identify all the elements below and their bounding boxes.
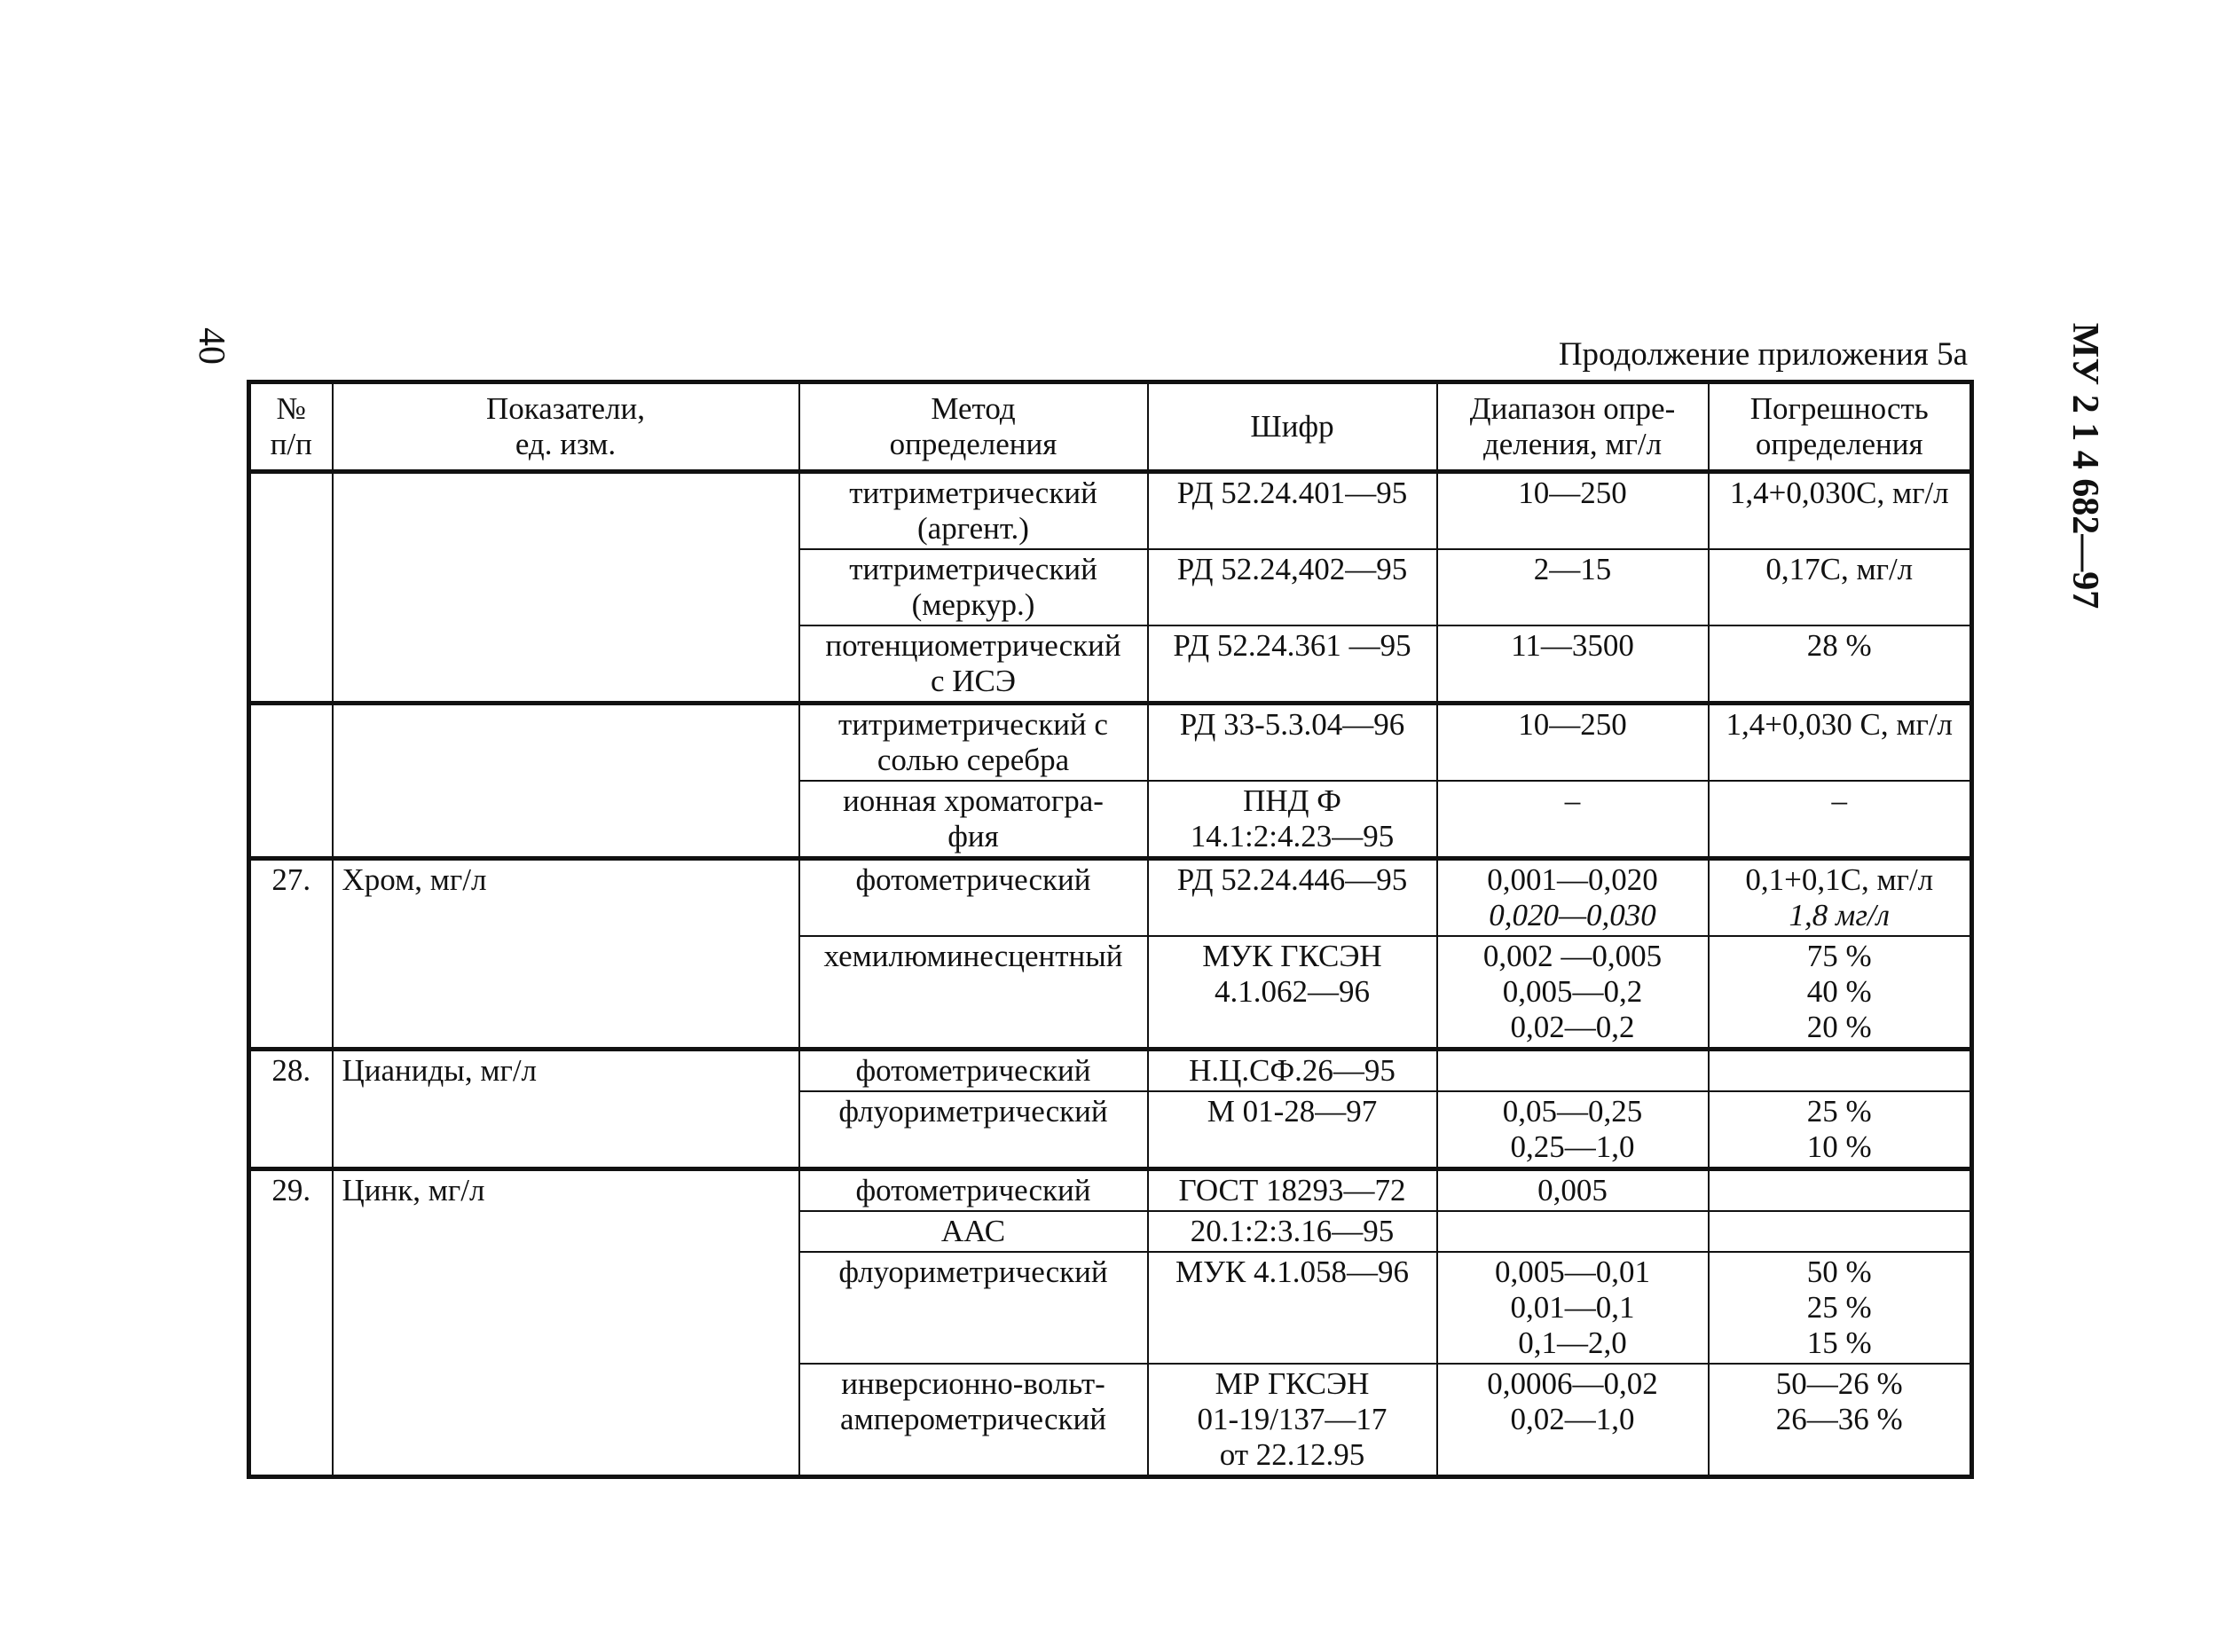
code-cell: [1148, 704, 1437, 782]
cell-line: ГОСТ 18293—72: [1178, 1173, 1406, 1208]
table-row: [249, 472, 1972, 550]
cell-line: фотометрический: [855, 1173, 1091, 1208]
cell-line: титриметрический с: [838, 707, 1108, 742]
range-cell: [1437, 625, 1709, 704]
code-cell: [1148, 1091, 1437, 1169]
range-cell: [1437, 1050, 1709, 1092]
method-cell: [799, 859, 1148, 937]
range-cell: [1437, 704, 1709, 782]
cell-line: 75 %: [1806, 939, 1872, 973]
cell-line: 10—250: [1518, 476, 1627, 510]
range-cell: [1437, 549, 1709, 625]
cell-line: 10—250: [1518, 707, 1627, 742]
cell-line: №: [276, 391, 306, 426]
range-cell: [1437, 859, 1709, 937]
cell-line: фотометрический: [855, 1053, 1091, 1088]
cell-line: РД 33-5.3.04—96: [1179, 707, 1405, 742]
error-cell: [1709, 1091, 1972, 1169]
code-cell: [1148, 1211, 1437, 1252]
cell-line: потенциометрический: [825, 628, 1121, 663]
code-cell: [1148, 625, 1437, 704]
cell-line: фотометрический: [855, 862, 1091, 897]
cell-line: 0,02—0,2: [1510, 1010, 1635, 1044]
cell-line: М 01-28—97: [1207, 1094, 1378, 1129]
cell-line: 01-19/137—17: [1197, 1402, 1388, 1436]
header-indicator: [333, 382, 799, 472]
table-row: [249, 859, 1972, 937]
cell-line: 0,005—0,2: [1502, 974, 1643, 1009]
range-cell: [1437, 1211, 1709, 1252]
error-cell: [1709, 1169, 1972, 1212]
cell-line: Метод: [931, 391, 1016, 426]
table-body: [249, 472, 1972, 1477]
error-cell: [1709, 1211, 1972, 1252]
cell-line: 2—15: [1533, 552, 1612, 586]
cell-line: 50 %: [1806, 1255, 1872, 1289]
cell-line: 14.1:2:4.23—95: [1190, 819, 1395, 854]
cell-line: РД 52.24.446—95: [1176, 862, 1408, 897]
document-code: МУ 2 1 4 682—97: [2064, 322, 2105, 610]
method-cell: [799, 1211, 1148, 1252]
range-value: 0,001—0,020: [1487, 862, 1658, 897]
cell-line: 25 %: [1806, 1290, 1872, 1325]
method-cell: [799, 781, 1148, 859]
header-method: [799, 382, 1148, 472]
cell-line: 0,25—1,0: [1510, 1129, 1635, 1164]
cell-line: Погрешность: [1749, 391, 1929, 426]
code-cell: [1148, 781, 1437, 859]
cell-line: ионная хроматогра-: [843, 783, 1104, 818]
cell-line: титриметрический: [849, 476, 1097, 510]
cell-line: 11—3500: [1511, 628, 1634, 663]
code-cell: [1148, 859, 1437, 937]
cell-line: фия: [947, 819, 999, 854]
range-cell: [1437, 472, 1709, 550]
method-cell: [799, 1050, 1148, 1092]
cell-line: 0,1—2,0: [1518, 1326, 1627, 1360]
cell-line: 0,05—0,25: [1502, 1094, 1643, 1129]
range-cell: [1437, 936, 1709, 1050]
cell-line: инверсионно-вольт-: [841, 1366, 1105, 1401]
code-cell: [1148, 1364, 1437, 1477]
cell-line: РД 52.24.401—95: [1176, 476, 1408, 510]
cell-line: 20.1:2:3.16—95: [1190, 1214, 1395, 1248]
cell-line: определения: [889, 427, 1057, 461]
cell-line: 50—26 %: [1775, 1366, 1903, 1401]
cell-line: МР ГКСЭН: [1215, 1366, 1370, 1401]
cell-line: от 22.12.95: [1219, 1437, 1365, 1472]
cell-line: амперометрический: [840, 1402, 1106, 1436]
cell-line: деления, мг/л: [1482, 427, 1663, 461]
code-cell: [1148, 936, 1437, 1050]
cell-line: Шифр: [1250, 409, 1334, 444]
cell-line: (аргент.): [917, 511, 1029, 546]
method-cell: [799, 936, 1148, 1050]
method-cell: [799, 1091, 1148, 1169]
row-indicator: [333, 472, 799, 704]
code-cell: [1148, 472, 1437, 550]
row-indicator: [333, 704, 799, 859]
error-cell: [1709, 1364, 1972, 1477]
cell-line: 0,02—1,0: [1510, 1402, 1635, 1436]
table-row: [249, 1050, 1972, 1092]
row-number: 29.: [249, 1169, 333, 1477]
cell-line: МУК 4.1.058—96: [1175, 1255, 1409, 1289]
code-cell: [1148, 1169, 1437, 1212]
cell-line: 0,002 —0,005: [1482, 939, 1663, 973]
cell-line: с ИСЭ: [930, 664, 1016, 698]
code-cell: [1148, 1050, 1437, 1092]
cell-line: ед. изм.: [515, 427, 617, 461]
header-row: [249, 382, 1972, 472]
cell-line: 0,005—0,01: [1495, 1255, 1650, 1289]
error-cell: [1709, 704, 1972, 782]
cell-line: 0,0006—0,02: [1487, 1366, 1658, 1401]
cell-line: флуориметрический: [838, 1255, 1108, 1289]
cell-line: 0,01—0,1: [1510, 1290, 1635, 1325]
method-cell: [799, 625, 1148, 704]
code-cell: [1148, 549, 1437, 625]
error-cell: [1709, 781, 1972, 859]
row-number: 27.: [249, 859, 333, 1050]
cell-line: Н.Ц.СФ.26—95: [1189, 1053, 1396, 1088]
cell-line: 0,005: [1537, 1173, 1608, 1208]
code-cell: [1148, 1252, 1437, 1364]
continuation-caption: Продолжение приложения 5а: [1558, 336, 1968, 373]
row-indicator: Хром, мг/л: [333, 859, 799, 1050]
error-value-handwritten: 1,8 мг/л: [1789, 898, 1890, 932]
error-cell: [1709, 859, 1972, 937]
cell-line: 25 %: [1806, 1094, 1872, 1129]
cell-line: –: [1564, 783, 1581, 818]
row-indicator: Цианиды, мг/л: [333, 1050, 799, 1169]
cell-line: (меркур.): [911, 587, 1035, 622]
table-row: [249, 1169, 1972, 1212]
method-cell: [799, 549, 1148, 625]
cell-line: ААС: [940, 1214, 1006, 1248]
error-cell: [1709, 472, 1972, 550]
error-cell: [1709, 549, 1972, 625]
cell-line: хемилюминесцентный: [823, 939, 1123, 973]
row-number: [249, 704, 333, 859]
cell-line: Диапазон опре-: [1469, 391, 1676, 426]
header-code: [1148, 382, 1437, 472]
cell-line: 26—36 %: [1775, 1402, 1903, 1436]
error-cell: [1709, 936, 1972, 1050]
range-cell: [1437, 1364, 1709, 1477]
error-cell: [1709, 625, 1972, 704]
method-cell: [799, 472, 1148, 550]
cell-line: ПНД Ф: [1243, 783, 1341, 818]
cell-line: 20 %: [1806, 1010, 1872, 1044]
page-number: 40: [191, 327, 232, 365]
header-range: [1437, 382, 1709, 472]
method-cell: [799, 1169, 1148, 1212]
range-cell: [1437, 1169, 1709, 1212]
appendix-table-container: [247, 380, 1969, 1479]
range-value-handwritten: 0,020—0,030: [1489, 898, 1656, 932]
cell-line: 40 %: [1806, 974, 1872, 1009]
row-number: 28.: [249, 1050, 333, 1169]
cell-line: РД 52.24,402—95: [1176, 552, 1408, 586]
cell-line: РД 52.24.361 —95: [1173, 628, 1411, 663]
error-value: 0,1+0,1С, мг/л: [1745, 862, 1934, 897]
cell-line: титриметрический: [849, 552, 1097, 586]
cell-line: МУК ГКСЭН: [1202, 939, 1382, 973]
cell-line: 1,4+0,030 С, мг/л: [1726, 707, 1954, 742]
cell-line: 10 %: [1806, 1129, 1872, 1164]
cell-line: –: [1831, 783, 1847, 818]
method-cell: [799, 1252, 1148, 1364]
range-cell: [1437, 781, 1709, 859]
cell-line: 15 %: [1806, 1326, 1872, 1360]
cell-line: 28 %: [1806, 628, 1872, 663]
method-cell: [799, 704, 1148, 782]
cell-line: определения: [1755, 427, 1923, 461]
error-cell: [1709, 1050, 1972, 1092]
table-row: [249, 704, 1972, 782]
header-error: [1709, 382, 1972, 472]
cell-line: Показатели,: [485, 391, 646, 426]
range-cell: [1437, 1091, 1709, 1169]
cell-line: флуориметрический: [838, 1094, 1108, 1129]
row-number: [249, 472, 333, 704]
cell-line: 4.1.062—96: [1215, 974, 1370, 1009]
cell-line: солью серебра: [877, 743, 1070, 777]
header-num: [249, 382, 333, 472]
cell-line: 1,4+0,030С, мг/л: [1729, 476, 1949, 510]
error-cell: [1709, 1252, 1972, 1364]
method-cell: [799, 1364, 1148, 1477]
cell-line: п/п: [270, 427, 312, 461]
range-cell: [1437, 1252, 1709, 1364]
cell-line: 0,17С, мг/л: [1765, 552, 1914, 586]
appendix-table: [247, 380, 1974, 1479]
row-indicator: Цинк, мг/л: [333, 1169, 799, 1477]
